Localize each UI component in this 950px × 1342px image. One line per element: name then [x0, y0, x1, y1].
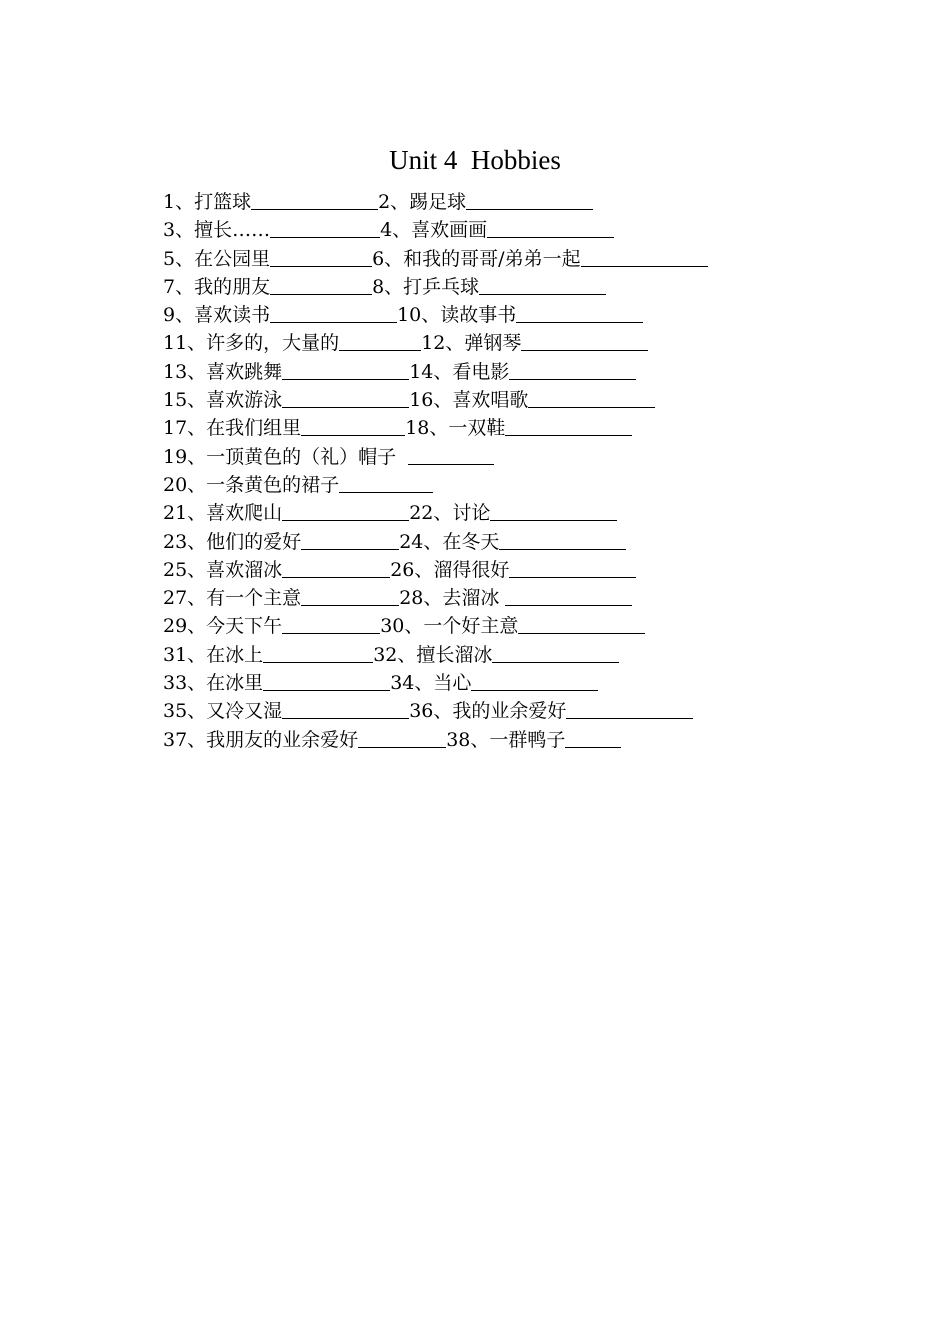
- item-16-prompt: 16、喜欢唱歌: [409, 389, 529, 412]
- item-5-answer-blank[interactable]: [270, 247, 372, 267]
- item-27-prompt: 27、有一个主意: [163, 587, 302, 610]
- item-17-answer-blank[interactable]: [301, 416, 405, 436]
- item-10-answer-blank[interactable]: [516, 303, 643, 323]
- item-27-answer-blank[interactable]: [301, 586, 399, 606]
- list-item: [163, 641, 863, 669]
- item-12-prompt: 12、弹钢琴: [421, 332, 522, 355]
- item-13-answer-blank[interactable]: [282, 360, 409, 380]
- item-3-answer-blank[interactable]: [270, 218, 380, 238]
- item-6-prompt: 6、和我的哥哥/弟弟一起: [372, 247, 581, 270]
- item-7-prompt: 7、我的朋友: [163, 275, 271, 298]
- item-35-prompt: 35、又冷又湿: [163, 700, 283, 723]
- item-24-prompt: 24、在冬天: [399, 530, 500, 553]
- page-title: Unit 4 Hobbies: [389, 145, 561, 175]
- item-7-answer-blank[interactable]: [270, 275, 372, 295]
- item-26-answer-blank[interactable]: [509, 558, 636, 578]
- item-1-answer-blank[interactable]: [251, 190, 378, 210]
- list-item: [163, 414, 863, 442]
- list-item: [163, 669, 863, 697]
- list-item: [163, 556, 863, 584]
- list-item: [163, 358, 863, 386]
- item-33-prompt: 33、在冰里: [163, 672, 264, 695]
- item-23-prompt: 23、他们的爱好: [163, 530, 302, 553]
- item-37-answer-blank[interactable]: [358, 728, 446, 748]
- item-30-prompt: 30、一个好主意: [380, 615, 519, 638]
- item-8-prompt: 8、打乒乓球: [372, 275, 480, 298]
- list-item: [163, 726, 863, 754]
- item-38-prompt: 38、一群鸭子: [446, 728, 566, 751]
- list-item: [163, 697, 863, 725]
- item-28-answer-blank[interactable]: [505, 586, 632, 606]
- vocabulary-list: [163, 188, 863, 754]
- list-item: [163, 188, 863, 216]
- item-22-prompt: 22、讨论: [409, 502, 491, 525]
- item-9-answer-blank[interactable]: [270, 303, 397, 323]
- item-3-prompt: 3、擅长……: [163, 219, 271, 242]
- item-21-answer-blank[interactable]: [282, 501, 409, 521]
- item-4-answer-blank[interactable]: [487, 218, 614, 238]
- item-30-answer-blank[interactable]: [518, 614, 645, 634]
- item-12-answer-blank[interactable]: [521, 331, 648, 351]
- item-25-answer-blank[interactable]: [282, 558, 390, 578]
- item-4-prompt: 4、喜欢画画: [380, 219, 488, 242]
- item-20-answer-blank[interactable]: [339, 473, 433, 493]
- list-item: [163, 245, 863, 273]
- item-34-answer-blank[interactable]: [471, 671, 598, 691]
- item-34-prompt: 34、当心: [390, 672, 472, 695]
- item-38-answer-blank[interactable]: [565, 728, 621, 748]
- item-14-prompt: 14、看电影: [409, 360, 510, 383]
- item-8-answer-blank[interactable]: [479, 275, 606, 295]
- item-33-answer-blank[interactable]: [263, 671, 390, 691]
- item-11-answer-blank[interactable]: [339, 331, 421, 351]
- item-22-answer-blank[interactable]: [490, 501, 617, 521]
- item-24-answer-blank[interactable]: [499, 530, 626, 550]
- item-25-prompt: 25、喜欢溜冰: [163, 558, 283, 581]
- item-16-answer-blank[interactable]: [528, 388, 655, 408]
- item-36-prompt: 36、我的业余爱好: [409, 700, 567, 723]
- list-item: [163, 216, 863, 244]
- item-36-answer-blank[interactable]: [566, 699, 693, 719]
- list-item: [163, 528, 863, 556]
- item-15-answer-blank[interactable]: [282, 388, 409, 408]
- item-21-prompt: 21、喜欢爬山: [163, 502, 283, 525]
- list-item: [163, 301, 863, 329]
- item-20-prompt: 20、一条黄色的裙子: [163, 473, 340, 496]
- item-23-answer-blank[interactable]: [301, 530, 399, 550]
- item-19-prompt: 19、一顶黄色的（礼）帽子: [163, 445, 397, 468]
- item-14-answer-blank[interactable]: [509, 360, 636, 380]
- item-29-answer-blank[interactable]: [282, 614, 380, 634]
- item-13-prompt: 13、喜欢跳舞: [163, 360, 283, 383]
- item-9-prompt: 9、喜欢读书: [163, 304, 271, 327]
- list-item: [163, 471, 863, 499]
- item-18-answer-blank[interactable]: [505, 416, 632, 436]
- item-28-prompt: 28、去溜冰: [399, 587, 500, 610]
- item-17-prompt: 17、在我们组里: [163, 417, 302, 440]
- item-2-answer-blank[interactable]: [466, 190, 593, 210]
- list-item: [163, 273, 863, 301]
- item-29-prompt: 29、今天下午: [163, 615, 283, 638]
- item-31-answer-blank[interactable]: [263, 643, 373, 663]
- list-item: [163, 499, 863, 527]
- item-32-answer-blank[interactable]: [492, 643, 619, 663]
- item-5-prompt: 5、在公园里: [163, 247, 271, 270]
- item-11-prompt: 11、许多的，大量的: [163, 332, 340, 355]
- list-item: [163, 612, 863, 640]
- list-item: [163, 386, 863, 414]
- item-19-answer-blank[interactable]: [408, 445, 494, 465]
- item-31-prompt: 31、在冰上: [163, 643, 264, 666]
- list-item: [163, 584, 863, 612]
- item-2-prompt: 2、踢足球: [378, 191, 467, 213]
- item-26-prompt: 26、溜得很好: [390, 558, 510, 581]
- item-32-prompt: 32、擅长溜冰: [373, 643, 493, 666]
- item-6-answer-blank[interactable]: [581, 247, 708, 267]
- item-10-prompt: 10、读故事书: [397, 304, 517, 327]
- item-18-prompt: 18、一双鞋: [405, 417, 506, 440]
- item-35-answer-blank[interactable]: [282, 699, 409, 719]
- item-15-prompt: 15、喜欢游泳: [163, 389, 283, 412]
- list-item: [163, 443, 863, 471]
- list-item: [163, 329, 863, 357]
- item-1-prompt: 1、打篮球: [163, 191, 252, 213]
- item-37-prompt: 37、我朋友的业余爱好: [163, 728, 359, 751]
